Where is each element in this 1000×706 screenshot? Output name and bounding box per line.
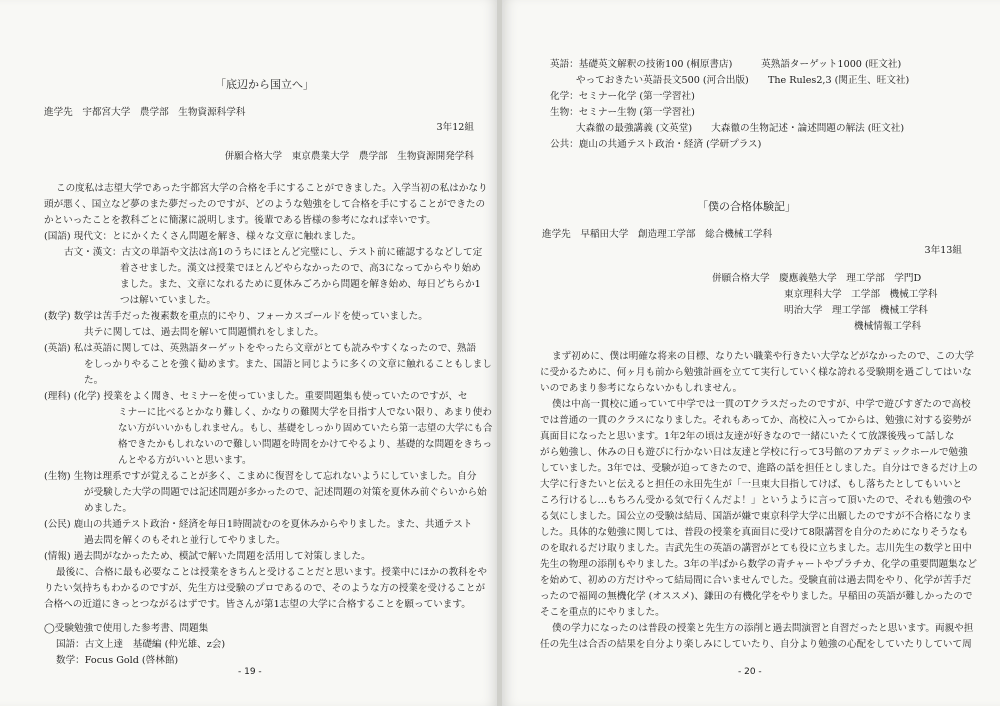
right-page [502, 0, 1000, 706]
body-line: 僕の学力になったのは普段の授業と先生方の添削と過去問演習と自習だったと思います。両親や担 [552, 623, 974, 634]
body-line: がら勉強し、休みの日も遊びに行かない日は友達と学校に行って3号館のアカデミックホールで勉強 [540, 447, 968, 458]
body-line: 僕は中高一貫校に通っていて中学では一貫のTクラスだったのですが、中学で遊びすぎたので高校 [552, 399, 971, 410]
body-line: この度私は志望大学であった宇都宮大学の合格を手にすることができました。入学当初の私はかなり [56, 183, 488, 194]
body-line: (国語) 現代文：とにかくたくさん問題を解き、様々な文章に触れました。 [44, 231, 362, 242]
body-line: る気にしました。国公立の受験は結局、国語が嫌で東京科学大学に出願したのですが不合格になりま [540, 511, 972, 522]
body-line: 大学に行きたいと伝えると担任の永田先生が「一旦東大目指してけば、もし落ちたとしてもいいと [540, 479, 963, 490]
also-passed-line: 明治大学 理工学部 機械工学科 [784, 305, 928, 316]
body-line: をしっかりやることを強く勧めます。また、国語と同じように多くの文章に触れることもしまし [84, 359, 492, 370]
reference-item: 英語：基礎英文解釈の技術100 (桐原書店) 英熟語ターゲット1000 (旺文社) [550, 59, 902, 70]
left-page [0, 0, 498, 706]
also-passed-line: 併願合格大学 慶應義塾大学 理工学部 学門D [712, 273, 922, 284]
reference-item: 生物：セミナー生物 (第一学習社) [550, 107, 695, 118]
reference-item: 公共：鹿山の共通テスト政治・経済 (学研プラス) [550, 139, 762, 150]
body-line: した。具体的な勉強に関しては、普段の授業を真面目に受けて8限講習を自分のためになりそうなも [540, 527, 969, 538]
essay-title: 「底辺から国立へ」 [215, 78, 314, 91]
body-line: (理科) (化学) 授業をよく聞き、セミナーを使っていました。重要問題集も使っていたのですが、セ [44, 391, 468, 402]
body-line: していました。3年では、受験が迫ってきたので、進路の話を担任としました。自分はできるだけ上の [540, 463, 978, 474]
body-line: (数学) 数学は苦手だった複素数を重点的にやり、フォーカスゴールドを使っていました。 [44, 311, 428, 322]
body-line: のを取れるだけ取りました。吉武先生の英語の講習がとても役に立ちました。志川先生の数学と田中 [540, 543, 972, 554]
body-line: いのであまり参考にならないかもしれません。 [540, 383, 743, 394]
body-line: 着させました。漢文は授業でほとんどやらなかったので、高3になってからやり始め [120, 263, 481, 274]
body-line: 真面目になったと思います。1年2年の頃は友達が好きなので一緒にいたくて放課後残って話しな [540, 431, 955, 442]
also-passed-line: 機械情報工学科 [854, 321, 922, 332]
body-line: めました。 [84, 503, 132, 514]
body-line: では普通の一貫のクラスになりました。それもあってか、高校に入ってからは、勉強に対する姿勢が [540, 415, 972, 426]
body-line: 格できたかもしれないので難しい問題を時間をかけてやるより、基礎的な問題をきちっ [118, 439, 493, 450]
body-line: ました。また、文章になれるために夏休みごろから問題を解き始め、毎日どちらか1 [120, 279, 481, 290]
reference-item: 国語：古文上達 基礎編 (仲光雄、z会) [56, 639, 226, 650]
admission-line: 進学先 早稲田大学 創造理工学部 総合機械工学科 [542, 229, 773, 240]
body-line: を始めて、初めの方だけやって結局間に合いませんでした。受験直前は過去問をやり、化学が苦手だ [540, 575, 972, 586]
page-number: - 19 - [238, 667, 262, 677]
body-line: た。 [84, 375, 104, 386]
reference-item: 数学：Focus Gold (啓林館) [56, 655, 179, 666]
also-passed-line: 東京理科大学 工学部 機械工学科 [784, 289, 938, 300]
admission-line: 進学先 宇都宮大学 農学部 生物資源科学科 [44, 107, 246, 118]
body-line: ころ行けるし…もちろん受かる気で行くんだよ！」というように言って頂いたので、それも勉強のや [540, 495, 972, 506]
also-passed-line: 併願合格大学 東京農業大学 農学部 生物資源開発学科 [224, 151, 474, 162]
body-line: 共テに関しては、過去問を解いて問題慣れをしました。 [84, 327, 324, 338]
class-label: 3年12組 [436, 122, 474, 133]
body-line: 最後に、合格に最も必要なことは授業をきちんと受けることだと思います。授業中にほかの教科をや [56, 567, 487, 578]
body-line: 過去問を解くのもそれと並行してやりました。 [84, 535, 286, 546]
body-line: りたい気持ちもわかるのですが、先生方は受験のプロであるので、そのような方の授業を受けることが [44, 583, 486, 594]
reference-item: やっておきたい英語長文500 (河合出版) The Rules2,3 (関正生、旺文社) [576, 75, 910, 86]
body-line: (英語) 私は英語に関しては、英熟語ターゲットをやったら文章がとても読みやすくなったので、熟語 [44, 343, 477, 354]
body-line: そこを重点的にやりました。 [540, 607, 665, 618]
reference-item: 大森徹の最強講義 (文英堂) 大森徹の生物記述・論述問題の解法 (旺文社) [576, 123, 905, 134]
body-line: 先生の物理の添削もやりました。3年の半ばから数学の青チャートやプラチカ、化学の重要問題集など [540, 559, 977, 570]
class-label: 3年13組 [924, 245, 962, 256]
body-line: ミナーに比べるとかなり難しく、かなりの難関大学を目指す人でない限り、あまり使わ [118, 407, 492, 418]
reference-item: 化学：セミナー化学 (第一学習社) [550, 91, 695, 102]
body-line: まず初めに、僕は明確な将来の目標、なりたい職業や行きたい大学などがなかったので、この大学 [552, 351, 974, 362]
body-line: んとやる方がいいと思います。 [118, 455, 252, 466]
body-line: かといったことを教科ごとに簡潔に説明します。後輩である皆様の参考になれば幸いです。 [44, 215, 436, 226]
body-line: (公民) 鹿山の共通テスト政治・経済を毎日1時間読むのを夏休みからやりました。また、共通テスト [44, 519, 473, 530]
body-line: 頭が悪く、国立など夢のまた夢だったのですが、どのような勉強をして合格を手にすることができたの [44, 199, 486, 210]
body-line: に受かるために、何ヶ月も前から勉強計画を立てて実行していく様な誇れる受験期を過ごしてはいな [540, 367, 972, 378]
body-line: が受験した大学の問題では記述問題が多かったので、記述問題の対策を夏休み前ぐらいから始 [84, 487, 487, 498]
body-line: つは解いていました。 [120, 295, 216, 306]
body-line: ったので福岡の無機化学 (オススメ)、鎌田の有機化学をやりました。早稲田の英語が難しかったので [540, 591, 973, 602]
page-number: - 20 - [738, 667, 762, 677]
reference-heading: ◯受験勉強で使用した参考書、問題集 [44, 623, 209, 634]
body-line: (生物) 生物は理系ですが覚えることが多く、こまめに復習をして忘れないようにしていました。自分 [44, 471, 477, 482]
essay-title: 「僕の合格体験記」 [697, 200, 796, 213]
body-line: 古文・漢文：古文の単語や文法は高1のうちにほとんど完璧にし、テスト前に確認するなどして定 [64, 247, 483, 258]
body-line: 合格への近道にきっとつながるはずです。皆さんが第1志望の大学に合格することを願っています。 [44, 599, 471, 610]
body-line: ない方がいいかもしれません。もし、基礎をしっかり固めていたら第一志望の大学にも合 [118, 423, 493, 434]
body-line: 任の先生は合否の結果を自分より楽しみにしていたり、自分より勉強の心配をしていたりしていて周 [540, 639, 972, 650]
body-line: (情報) 過去問がなかったため、模試で解いた問題を活用して対策しました。 [44, 551, 371, 562]
